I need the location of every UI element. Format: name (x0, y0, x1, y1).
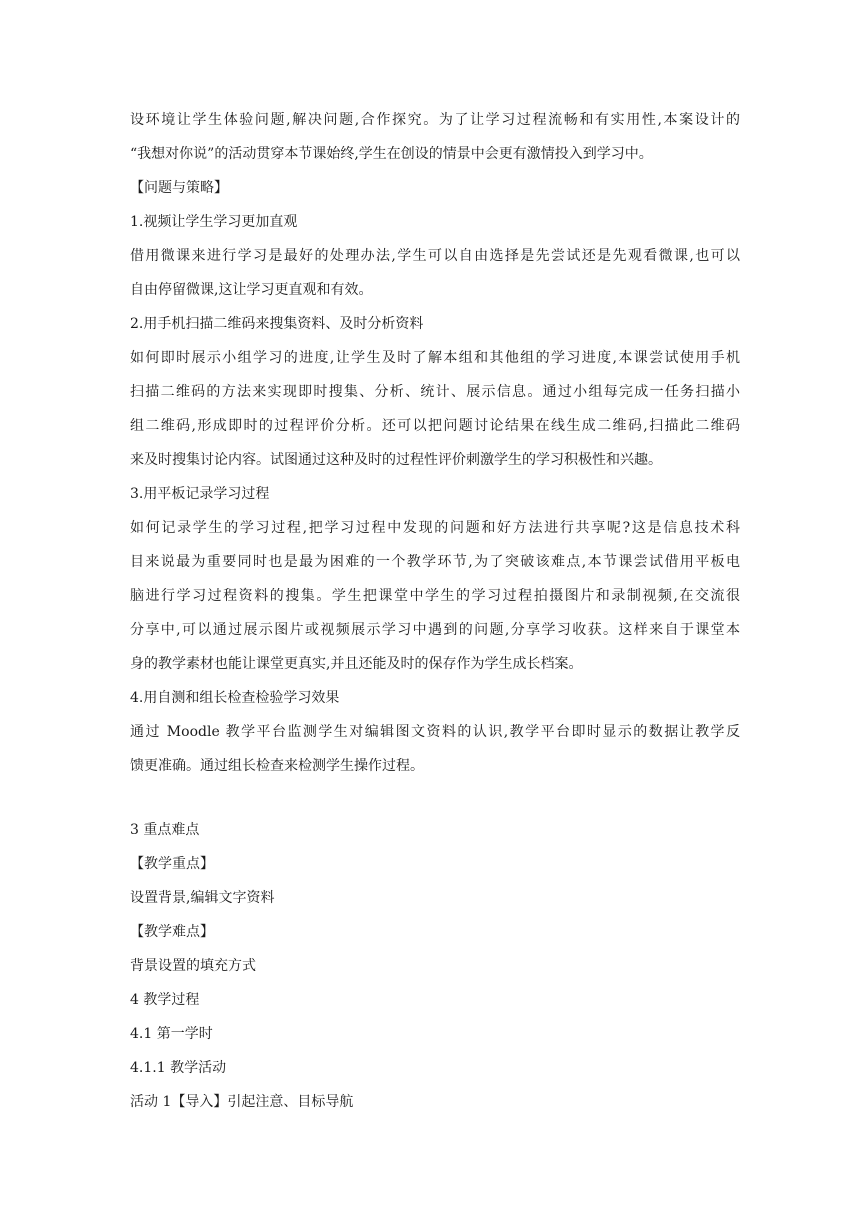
paragraph-line: 组二维码,形成即时的过程评价分析。还可以把问题讨论结果在线生成二维码,扫描此二维码 (130, 418, 740, 434)
paragraph-line: 设置背景,编辑文字资料 (130, 890, 275, 906)
subheading: 4.用自测和组长检查检验学习效果 (130, 690, 340, 706)
paragraph-line: 来及时搜集讨论内容。试图通过这种及时的过程性评价刺激学生的学习积极性和兴趣。 (130, 452, 662, 468)
paragraph-line: 分享中,可以通过展示图片或视频展示学习中遇到的问题,分享学习收获。这样来自于课堂本 (130, 622, 740, 638)
subheading: 【教学重点】 (130, 856, 214, 872)
paragraph-line: 借用微课来进行学习是最好的处理办法,学生可以自由选择是先尝试还是先观看微课,也可以 (130, 248, 740, 264)
paragraph-line: 目来说最为重要同时也是最为困难的一个教学环节,为了突破该难点,本节课尝试借用平板电 (130, 554, 740, 570)
subheading: 1.视频让学生学习更加直观 (130, 214, 298, 230)
paragraph-line: 自由停留微课,这让学习更直观和有效。 (130, 282, 373, 298)
paragraph-line: 脑进行学习过程资料的搜集。学生把课堂中学生的学习过程拍摄图片和录制视频,在交流很 (130, 588, 740, 604)
paragraph-line: 活动 1【导入】引起注意、目标导航 (130, 1094, 354, 1110)
subheading: 3.用平板记录学习过程 (130, 486, 270, 502)
paragraph-line: 如何记录学生的学习过程,把学习过程中发现的问题和好方法进行共享呢?这是信息技术科 (130, 520, 740, 536)
paragraph-line: “我想对你说”的活动贯穿本节课始终,学生在创设的情景中会更有激情投入到学习中。 (130, 146, 653, 162)
paragraph-line: 扫描二维码的方法来实现即时搜集、分析、统计、展示信息。通过小组每完成一任务扫描小 (130, 384, 740, 400)
subheading: 【教学难点】 (130, 924, 214, 940)
subheading: 2.用手机扫描二维码来搜集资料、及时分析资料 (130, 316, 424, 332)
paragraph-line: 身的教学素材也能让课堂更真实,并且还能及时的保存作为学生成长档案。 (130, 656, 583, 672)
paragraph-line: 背景设置的填充方式 (130, 958, 256, 974)
paragraph-line: 如何即时展示小组学习的进度,让学生及时了解本组和其他组的学习进度,本课尝试使用手机 (130, 350, 740, 366)
subheading: 4.1 第一学时 (130, 1026, 213, 1042)
paragraph-line: 通过 Moodle 教学平台监测学生对编辑图文资料的认识,教学平台即时显示的数据让教学反 (130, 724, 740, 740)
section-heading: 4 教学过程 (130, 992, 200, 1008)
paragraph-line: 设环境让学生体验问题,解决问题,合作探究。为了让学习过程流畅和有实用性,本案设计的 (130, 112, 740, 128)
paragraph-line: 馈更准确。通过组长检查来检测学生操作过程。 (130, 758, 424, 774)
subheading: 4.1.1 教学活动 (130, 1060, 227, 1076)
section-heading: 3 重点难点 (130, 822, 200, 838)
section-heading: 【问题与策略】 (130, 180, 228, 196)
